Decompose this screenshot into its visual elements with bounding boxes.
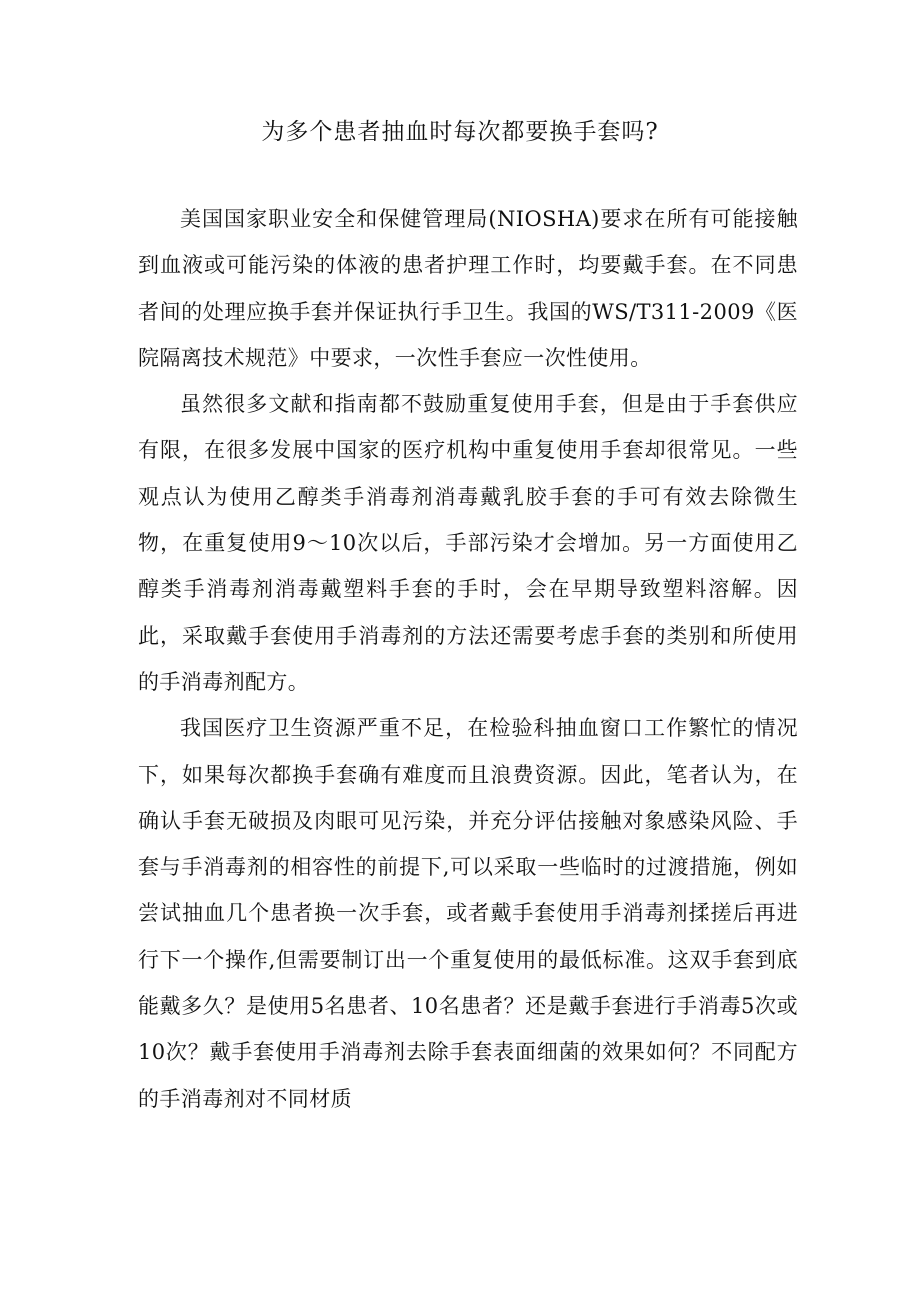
- paragraph-glove-reuse: 虽然很多文献和指南都不鼓励重复使用手套，但是由于手套供应有限，在很多发展中国家的医疗机构中重复使用手套却很常见。一些观点认为使用乙醇类手消毒剂消毒戴乳胶手套的手可有效去除微生物，在重复使用9～10次以后，手部污染才会增加。另一方面使用乙醇类手消毒剂消毒戴塑料手套的手时，会在早期导致塑料溶解。因此，采取戴手套使用手消毒剂的方法还需要考虑手套的类别和所使用的手消毒剂配方。: [138, 392, 798, 694]
- document-body: [138, 196, 798, 1122]
- paragraph-niosha: 美国国家职业安全和保健管理局(NIOSHA)要求在所有可能接触到血液或可能污染的体液的患者护理工作时，均要戴手套。在不同患者间的处理应换手套并保证执行手卫生。我国的WS/T311-2009《医院隔离技术规范》中要求，一次性手套应一次性使用。: [138, 207, 798, 370]
- document-title: 为多个患者抽血时每次都要换手套吗?: [261, 119, 659, 145]
- paragraph-recommendation: 我国医疗卫生资源严重不足，在检验科抽血窗口工作繁忙的情况下，如果每次都换手套确有难度而且浪费资源。因此，笔者认为，在确认手套无破损及肉眼可见污染，并充分评估接触对象感染风险、手套与手消毒剂的相容性的前提下,可以采取一些临时的过渡措施，例如尝试抽血几个患者换一次手套，或者戴手套使用手消毒剂揉搓后再进行下一个操作,但需要制订出一个重复使用的最低标准。这双手套到底能戴多久？是使用5名患者、10名患者？还是戴手套进行手消毒5次或10次？戴手套使用手消毒剂去除手套表面细菌的效果如何？不同配方的手消毒剂对不同材质: [138, 716, 798, 1111]
